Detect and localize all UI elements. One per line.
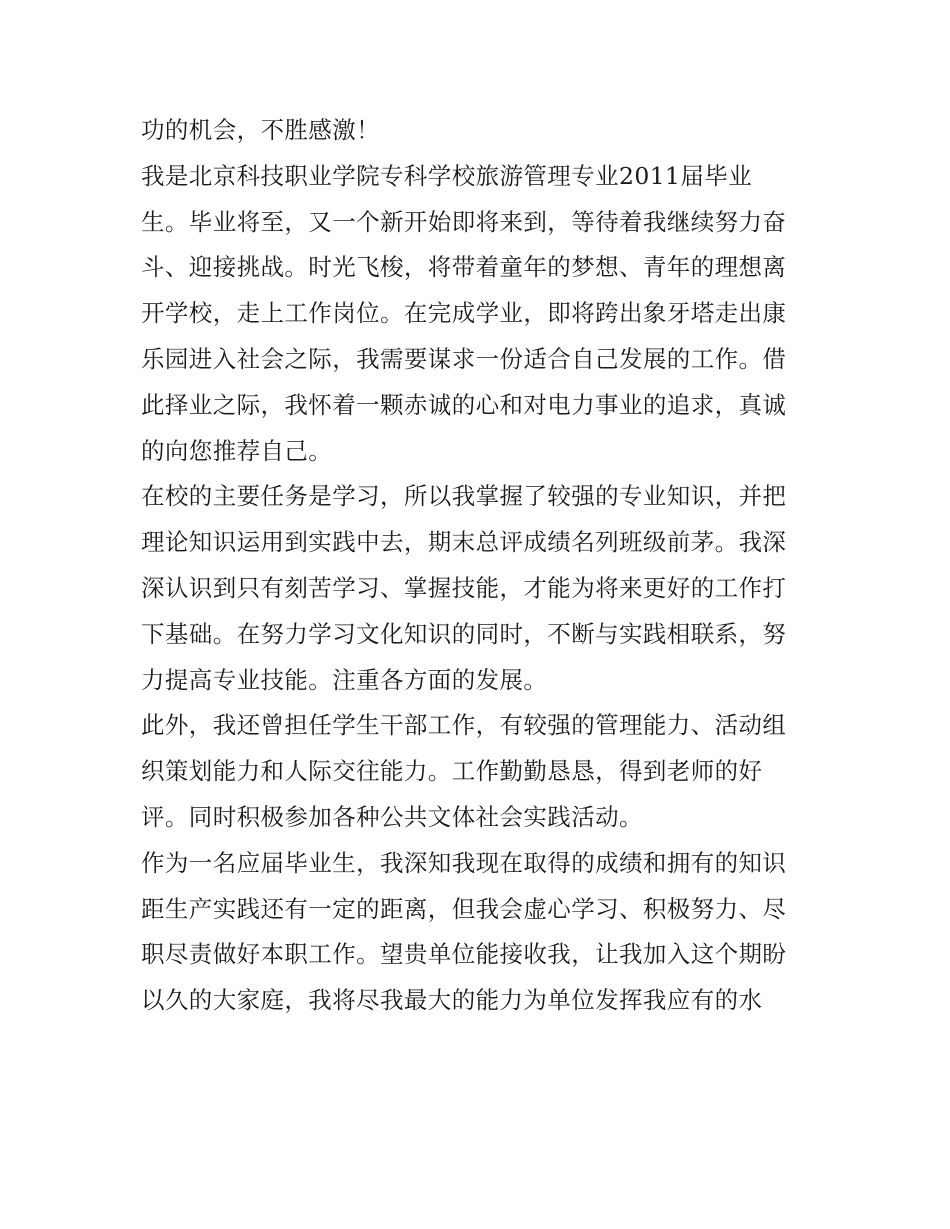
text-line: 生。毕业将至，又一个新开始即将来到，等待着我继续努力奋 bbox=[141, 207, 787, 236]
text-line: 力提高专业技能。注重各方面的发展。 bbox=[141, 665, 548, 694]
text-line: 的向您推荐自己。 bbox=[141, 436, 333, 465]
text-line: 此择业之际，我怀着一颗赤诚的心和对电力事业的追求，真诚 bbox=[141, 390, 787, 419]
text-line: 我是北京科技职业学院专科学校旅游管理专业2011届毕业 bbox=[141, 161, 753, 190]
text-line: 以久的大家庭，我将尽我最大的能力为单位发挥我应有的水 bbox=[141, 986, 763, 1015]
text-line: 在校的主要任务是学习，所以我掌握了较强的专业知识，并把 bbox=[141, 482, 787, 511]
text-line: 作为一名应届毕业生，我深知我现在取得的成绩和拥有的知识 bbox=[141, 848, 787, 877]
text-line: 开学校，走上工作岗位。在完成学业，即将跨出象牙塔走出康 bbox=[141, 299, 787, 328]
text-line: 深认识到只有刻苦学习、掌握技能，才能为将来更好的工作打 bbox=[141, 573, 787, 602]
text-line: 织策划能力和人际交往能力。工作勤勤恳恳，得到老师的好 bbox=[141, 757, 763, 786]
text-line: 职尽责做好本职工作。望贵单位能接收我，让我加入这个期盼 bbox=[141, 940, 787, 969]
text-line: 斗、迎接挑战。时光飞梭，将带着童年的梦想、青年的理想离 bbox=[141, 253, 787, 282]
text-line: 距生产实践还有一定的距离，但我会虚心学习、积极努力、尽 bbox=[141, 894, 787, 923]
text-line: 此外，我还曾担任学生干部工作，有较强的管理能力、活动组 bbox=[141, 711, 787, 740]
text-line: 功的机会，不胜感激！ bbox=[141, 116, 380, 144]
letter-body bbox=[141, 108, 821, 1024]
text-line: 下基础。在努力学习文化知识的同时，不断与实践相联系，努 bbox=[141, 619, 787, 648]
text-line: 理论知识运用到实践中去，期末总评成绩名列班级前茅。我深 bbox=[141, 528, 787, 557]
text-line: 乐园进入社会之际，我需要谋求一份适合自己发展的工作。借 bbox=[141, 344, 787, 373]
text-line: 评。同时积极参加各种公共文体社会实践活动。 bbox=[141, 802, 643, 831]
